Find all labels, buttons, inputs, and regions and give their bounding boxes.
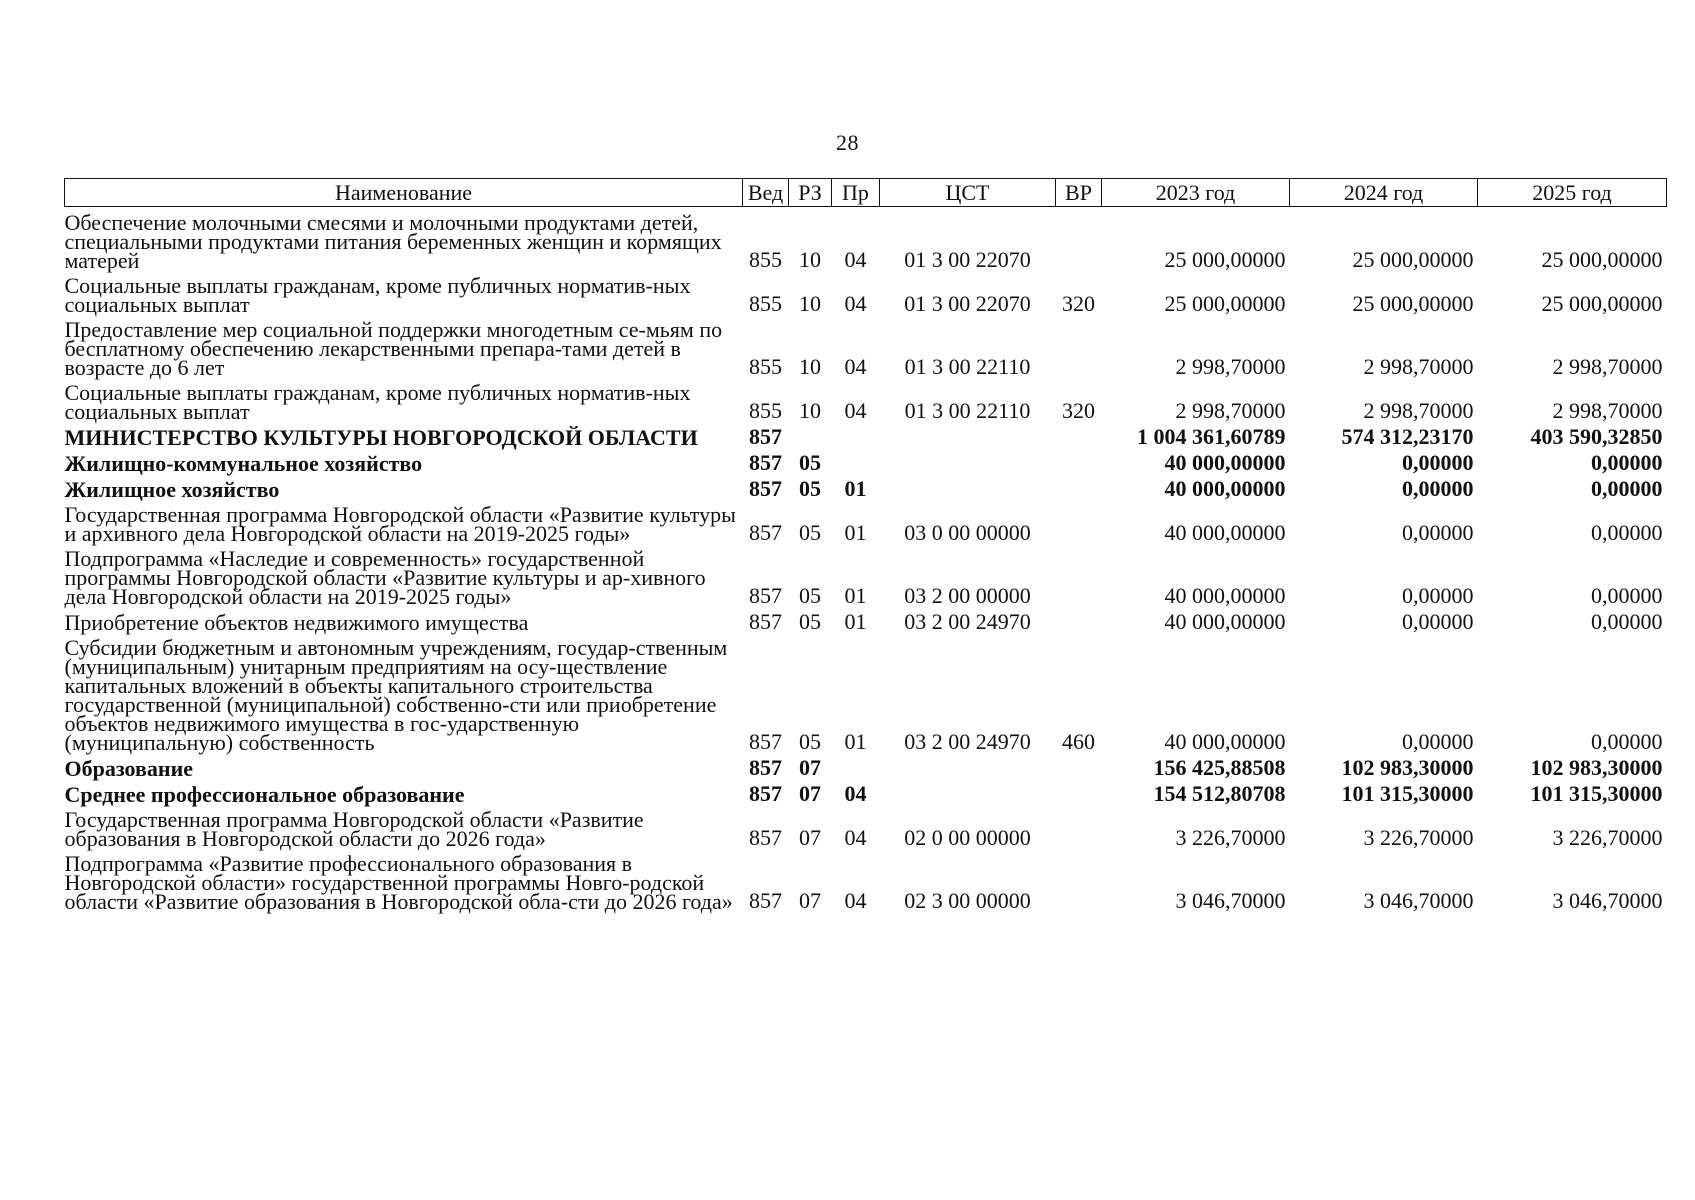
cell-rz: 05 (799, 476, 821, 501)
cell-name: Государственная программа Новгородской области «Развитие культуры и архивного дела Новгородской области на 2019-2025 годы» (64, 502, 736, 546)
cell-pr: 01 (844, 583, 867, 608)
cell-2023: 154 512,80708 (1153, 781, 1286, 806)
cell-pr: 01 (844, 729, 867, 754)
cell-cst (880, 752, 1056, 778)
cell-pr: 04 (844, 825, 867, 850)
table-row (65, 270, 1667, 314)
header-rz: РЗ (789, 179, 832, 207)
cell-2025: 25 000,00000 (1541, 247, 1663, 272)
cell-2024: 0,00000 (1402, 609, 1474, 634)
cell-vr (1056, 543, 1102, 606)
cell-pr: 04 (844, 398, 867, 423)
cell-2023: 40 000,00000 (1164, 583, 1286, 608)
table-body (65, 207, 1667, 912)
cell-cst (880, 778, 1056, 804)
header-ved: Вед (743, 179, 789, 207)
cell-vr (1056, 606, 1102, 632)
cell-2023: 40 000,00000 (1164, 476, 1286, 501)
cell-2024: 0,00000 (1402, 583, 1474, 608)
cell-ved: 857 (749, 609, 782, 634)
cell-cst (880, 421, 1056, 447)
cell-ved: 855 (749, 354, 782, 379)
cell-2024: 0,00000 (1402, 520, 1474, 545)
cell-cst: 01 3 00 22110 (904, 354, 1031, 379)
table-row (65, 804, 1667, 848)
cell-vr (1056, 421, 1102, 447)
header-name: Наименование (65, 179, 743, 207)
cell-pr: 04 (844, 781, 867, 806)
cell-name: Обеспечение молочными смесями и молочными продуктами детей, специальными продуктами питания беременных женщин и кормящих матерей (64, 210, 722, 273)
cell-2025: 0,00000 (1591, 450, 1663, 475)
cell-ved: 855 (749, 398, 782, 423)
header-cst: ЦСТ (880, 179, 1056, 207)
cell-2023: 2 998,70000 (1175, 354, 1286, 379)
cell-2025: 0,00000 (1591, 476, 1663, 501)
cell-vr: 320 (1062, 398, 1095, 423)
cell-2023: 40 000,00000 (1164, 609, 1286, 634)
cell-2025: 25 000,00000 (1541, 291, 1663, 316)
cell-cst (880, 473, 1056, 499)
cell-pr: 04 (844, 354, 867, 379)
cell-name: Государственная программа Новгородской области «Развитие образования в Новгородской области до 2026 года» (64, 807, 644, 851)
table-row (65, 447, 1667, 473)
cell-rz: 07 (799, 781, 821, 806)
cell-2023: 25 000,00000 (1164, 291, 1286, 316)
cell-rz: 05 (799, 520, 821, 545)
cell-2024: 0,00000 (1402, 476, 1474, 501)
cell-vr (1056, 752, 1102, 778)
budget-table (64, 178, 1667, 914)
cell-rz: 10 (799, 247, 821, 272)
table-row (65, 606, 1667, 632)
table-row (65, 778, 1667, 804)
cell-rz: 07 (799, 888, 821, 913)
cell-2025: 0,00000 (1591, 583, 1663, 608)
cell-2023: 3 046,70000 (1175, 888, 1286, 913)
cell-2024: 2 998,70000 (1363, 398, 1474, 423)
cell-2025: 403 590,32850 (1530, 424, 1663, 449)
cell-2025: 2 998,70000 (1552, 398, 1663, 423)
cell-pr (832, 752, 880, 778)
cell-ved: 857 (749, 450, 782, 475)
cell-cst: 02 0 00 00000 (904, 825, 1031, 850)
cell-2025: 3 226,70000 (1552, 825, 1663, 850)
cell-2024: 0,00000 (1402, 450, 1474, 475)
cell-ved: 857 (749, 825, 782, 850)
cell-name: Среднее профессиональное образование (64, 782, 465, 807)
cell-2023: 40 000,00000 (1164, 450, 1286, 475)
cell-vr (1056, 499, 1102, 543)
cell-2024: 574 312,23170 (1341, 424, 1474, 449)
cell-2024: 101 315,30000 (1341, 781, 1474, 806)
cell-rz: 05 (799, 583, 821, 608)
cell-cst (880, 447, 1056, 473)
cell-2024: 102 983,30000 (1341, 755, 1474, 780)
cell-ved: 857 (749, 424, 782, 449)
cell-pr: 01 (844, 476, 867, 501)
cell-name: Образование (64, 756, 194, 781)
table-row (65, 473, 1667, 499)
cell-vr (1056, 314, 1102, 377)
cell-name: Социальные выплаты гражданам, кроме публичных норматив-ных социальных выплат (64, 380, 691, 424)
cell-cst: 03 2 00 24970 (904, 729, 1031, 754)
cell-2025: 101 315,30000 (1530, 781, 1663, 806)
cell-2024: 0,00000 (1402, 729, 1474, 754)
cell-2025: 0,00000 (1591, 729, 1663, 754)
cell-2023: 1 004 361,60789 (1137, 424, 1286, 449)
cell-name: Предоставление мер социальной поддержки многодетным се-мьям по бесплатному обеспечению лекарственными препара-тами детей в возрасте до 6 лет (64, 317, 723, 380)
cell-2025: 0,00000 (1591, 520, 1663, 545)
page-number: 28 (836, 130, 859, 155)
cell-vr (1056, 804, 1102, 848)
cell-name: МИНИСТЕРСТВО КУЛЬТУРЫ НОВГОРОДСКОЙ ОБЛАСТИ (64, 425, 698, 450)
cell-vr: 320 (1062, 291, 1095, 316)
cell-pr (832, 421, 880, 447)
cell-pr: 04 (844, 247, 867, 272)
cell-2024: 25 000,00000 (1352, 247, 1474, 272)
cell-ved: 857 (749, 781, 782, 806)
cell-ved: 857 (749, 583, 782, 608)
cell-rz: 07 (799, 755, 821, 780)
cell-rz: 05 (799, 609, 821, 634)
cell-2025: 102 983,30000 (1530, 755, 1663, 780)
cell-name: Жилищно-коммунальное хозяйство (64, 451, 423, 476)
cell-pr: 01 (844, 520, 867, 545)
cell-vr (1056, 848, 1102, 911)
cell-cst: 03 0 00 00000 (904, 520, 1031, 545)
cell-rz: 05 (799, 729, 821, 754)
cell-2023: 2 998,70000 (1175, 398, 1286, 423)
cell-cst: 03 2 00 00000 (904, 583, 1031, 608)
cell-pr: 01 (844, 609, 867, 634)
cell-cst: 02 3 00 00000 (904, 888, 1031, 913)
cell-rz: 10 (799, 398, 821, 423)
cell-pr: 04 (844, 291, 867, 316)
header-2025: 2025 год (1478, 179, 1667, 207)
table-row (65, 314, 1667, 377)
cell-vr (1056, 473, 1102, 499)
cell-ved: 857 (749, 520, 782, 545)
cell-rz: 05 (799, 450, 821, 475)
cell-2024: 3 046,70000 (1363, 888, 1474, 913)
cell-rz: 10 (799, 291, 821, 316)
cell-vr (1056, 778, 1102, 804)
table-row (65, 543, 1667, 606)
cell-pr: 04 (844, 888, 867, 913)
cell-name: Социальные выплаты гражданам, кроме публичных норматив-ных социальных выплат (64, 273, 691, 317)
cell-2025: 3 046,70000 (1552, 888, 1663, 913)
cell-ved: 857 (749, 888, 782, 913)
cell-2025: 0,00000 (1591, 609, 1663, 634)
table-row (65, 632, 1667, 752)
cell-cst: 03 2 00 24970 (904, 609, 1031, 634)
cell-vr (1056, 447, 1102, 473)
cell-2023: 156 425,88508 (1153, 755, 1286, 780)
table-row (65, 421, 1667, 447)
table-row (65, 207, 1667, 271)
table-row (65, 848, 1667, 911)
header-pr: Пр (832, 179, 880, 207)
header-2024: 2024 год (1290, 179, 1478, 207)
cell-2023: 25 000,00000 (1164, 247, 1286, 272)
table-header (65, 179, 1667, 207)
cell-2023: 40 000,00000 (1164, 520, 1286, 545)
cell-rz: 07 (799, 825, 821, 850)
cell-2024: 3 226,70000 (1363, 825, 1474, 850)
cell-2023: 40 000,00000 (1164, 729, 1286, 754)
cell-ved: 857 (749, 476, 782, 501)
table-row (65, 377, 1667, 421)
header-vr: ВР (1056, 179, 1102, 207)
header-2023: 2023 год (1102, 179, 1290, 207)
cell-2025: 2 998,70000 (1552, 354, 1663, 379)
cell-ved: 857 (749, 729, 782, 754)
cell-rz: 10 (799, 354, 821, 379)
cell-vr: 460 (1062, 729, 1095, 754)
cell-rz (789, 421, 832, 447)
cell-pr (832, 447, 880, 473)
cell-name: Жилищное хозяйство (64, 477, 280, 502)
cell-name: Субсидии бюджетным и автономным учреждениям, государ-ственным (муниципальным) унитарным предприятиям на осу-ществление капитальных вложений в объекты капитального строительства государственной (муниципальной) собственно-сти или приобретение объектов недвижимого имущества в гос-ударственную (муниципальную) собственность (64, 635, 728, 755)
cell-ved: 857 (749, 755, 782, 780)
cell-2023: 3 226,70000 (1175, 825, 1286, 850)
cell-cst: 01 3 00 22070 (904, 247, 1031, 272)
cell-cst: 01 3 00 22070 (904, 291, 1031, 316)
cell-2024: 25 000,00000 (1352, 291, 1474, 316)
cell-name: Подпрограмма «Развитие профессионального образования в Новгородской области» государственной программы Новго-родской области «Развитие образования в Новгородской обла-сти до 2026 года» (64, 851, 733, 914)
cell-name: Подпрограмма «Наследие и современность» государственной программы Новгородской области «Развитие культуры и ар-хивного дела Новгородской области на 2019-2025 годы» (64, 546, 706, 609)
cell-vr (1056, 207, 1102, 271)
cell-ved: 855 (749, 247, 782, 272)
cell-2024: 2 998,70000 (1363, 354, 1474, 379)
table-row (65, 752, 1667, 778)
cell-name: Приобретение объектов недвижимого имущества (64, 610, 529, 635)
cell-cst: 01 3 00 22110 (904, 398, 1031, 423)
cell-ved: 855 (749, 291, 782, 316)
table-row (65, 499, 1667, 543)
